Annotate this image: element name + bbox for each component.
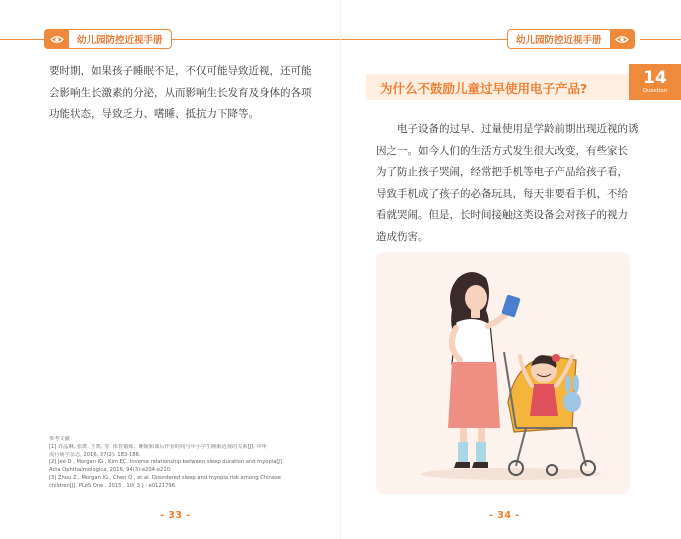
header-title: 幼儿园防控近视手册 [516, 35, 602, 46]
text-line: 会影响生长激素的分泌，从而影响生长发育及身体的各项 [49, 86, 312, 99]
header-rule-left [0, 39, 46, 40]
text-line: 看就哭闹。但是，长时间接触这类设备会对孩子的视力 [376, 209, 628, 221]
header-tab-right [507, 29, 635, 49]
illustration-mother-child-stroller [376, 252, 630, 494]
text-line: 导致手机成了孩子的必备玩具，每天非要看手机，不给 [376, 187, 628, 200]
header-title: 幼儿园防控近视手册 [77, 35, 163, 46]
right-body-text [376, 119, 639, 248]
header-rule-right-tail [640, 39, 681, 40]
reference-line: Acta Ophthalmologica, 2016, 94(3):e204-e210. [49, 467, 172, 474]
eye-icon [45, 30, 69, 48]
question-number-box [629, 64, 681, 100]
text-line: 造成伤害。 [376, 230, 429, 243]
question-label: Question [642, 87, 668, 94]
left-body-text [49, 61, 312, 126]
text-line: 功能状态，导致乏力、嗜睡、抵抗力下降等。 [49, 108, 259, 120]
question-number: 14 [643, 67, 667, 88]
eye-icon [610, 30, 634, 48]
text-line: 为了防止孩子哭闹，经常把手机等电子产品给孩子看， [376, 166, 628, 178]
reference-line: [2] Jee D , Morgan IG , Kim EC. Inverse relationship between sleep duration and myopia[J]. [49, 459, 284, 466]
text-line: 因之一。如今人们的生活方式发生很大改变，有些家长 [376, 144, 628, 157]
reference-line: [1] 许晶琳, 张群, 王凯, 等. 体育锻炼、睡眠和课后作业时间与中小学生睡眠近视的关系[J]. 中华 [49, 443, 267, 450]
text-line: 要时期，如果孩子睡眠不足，不仅可能导致近视，还可能 [49, 65, 312, 77]
reference-line: 流行病学杂志, 2016, 37(2): 183-186. [49, 451, 141, 458]
reference-line: [3] Zhou Z , Morgan IG , Chen Q , et al. Disordered sleep and myopia risk among Chinese [49, 474, 281, 481]
question-title: 为什么不鼓励儿童过早使用电子产品? [380, 81, 588, 96]
header-rule-right [341, 39, 509, 40]
page-gutter [340, 0, 341, 539]
header-rule-left-tail [164, 39, 340, 40]
page-number-right: - 34 - [489, 510, 520, 521]
header-tab-left [44, 29, 172, 49]
page-number-left: - 33 - [160, 510, 191, 521]
text-line: 电子设备的过早、过量使用是学龄前期出现近视的诱 [397, 123, 639, 135]
references-heading: 参考文献 [49, 436, 70, 442]
reference-line: children[J]. PLoS One , 2015 , 10( 3 ) : e0121796. [49, 482, 177, 489]
references [49, 436, 311, 491]
